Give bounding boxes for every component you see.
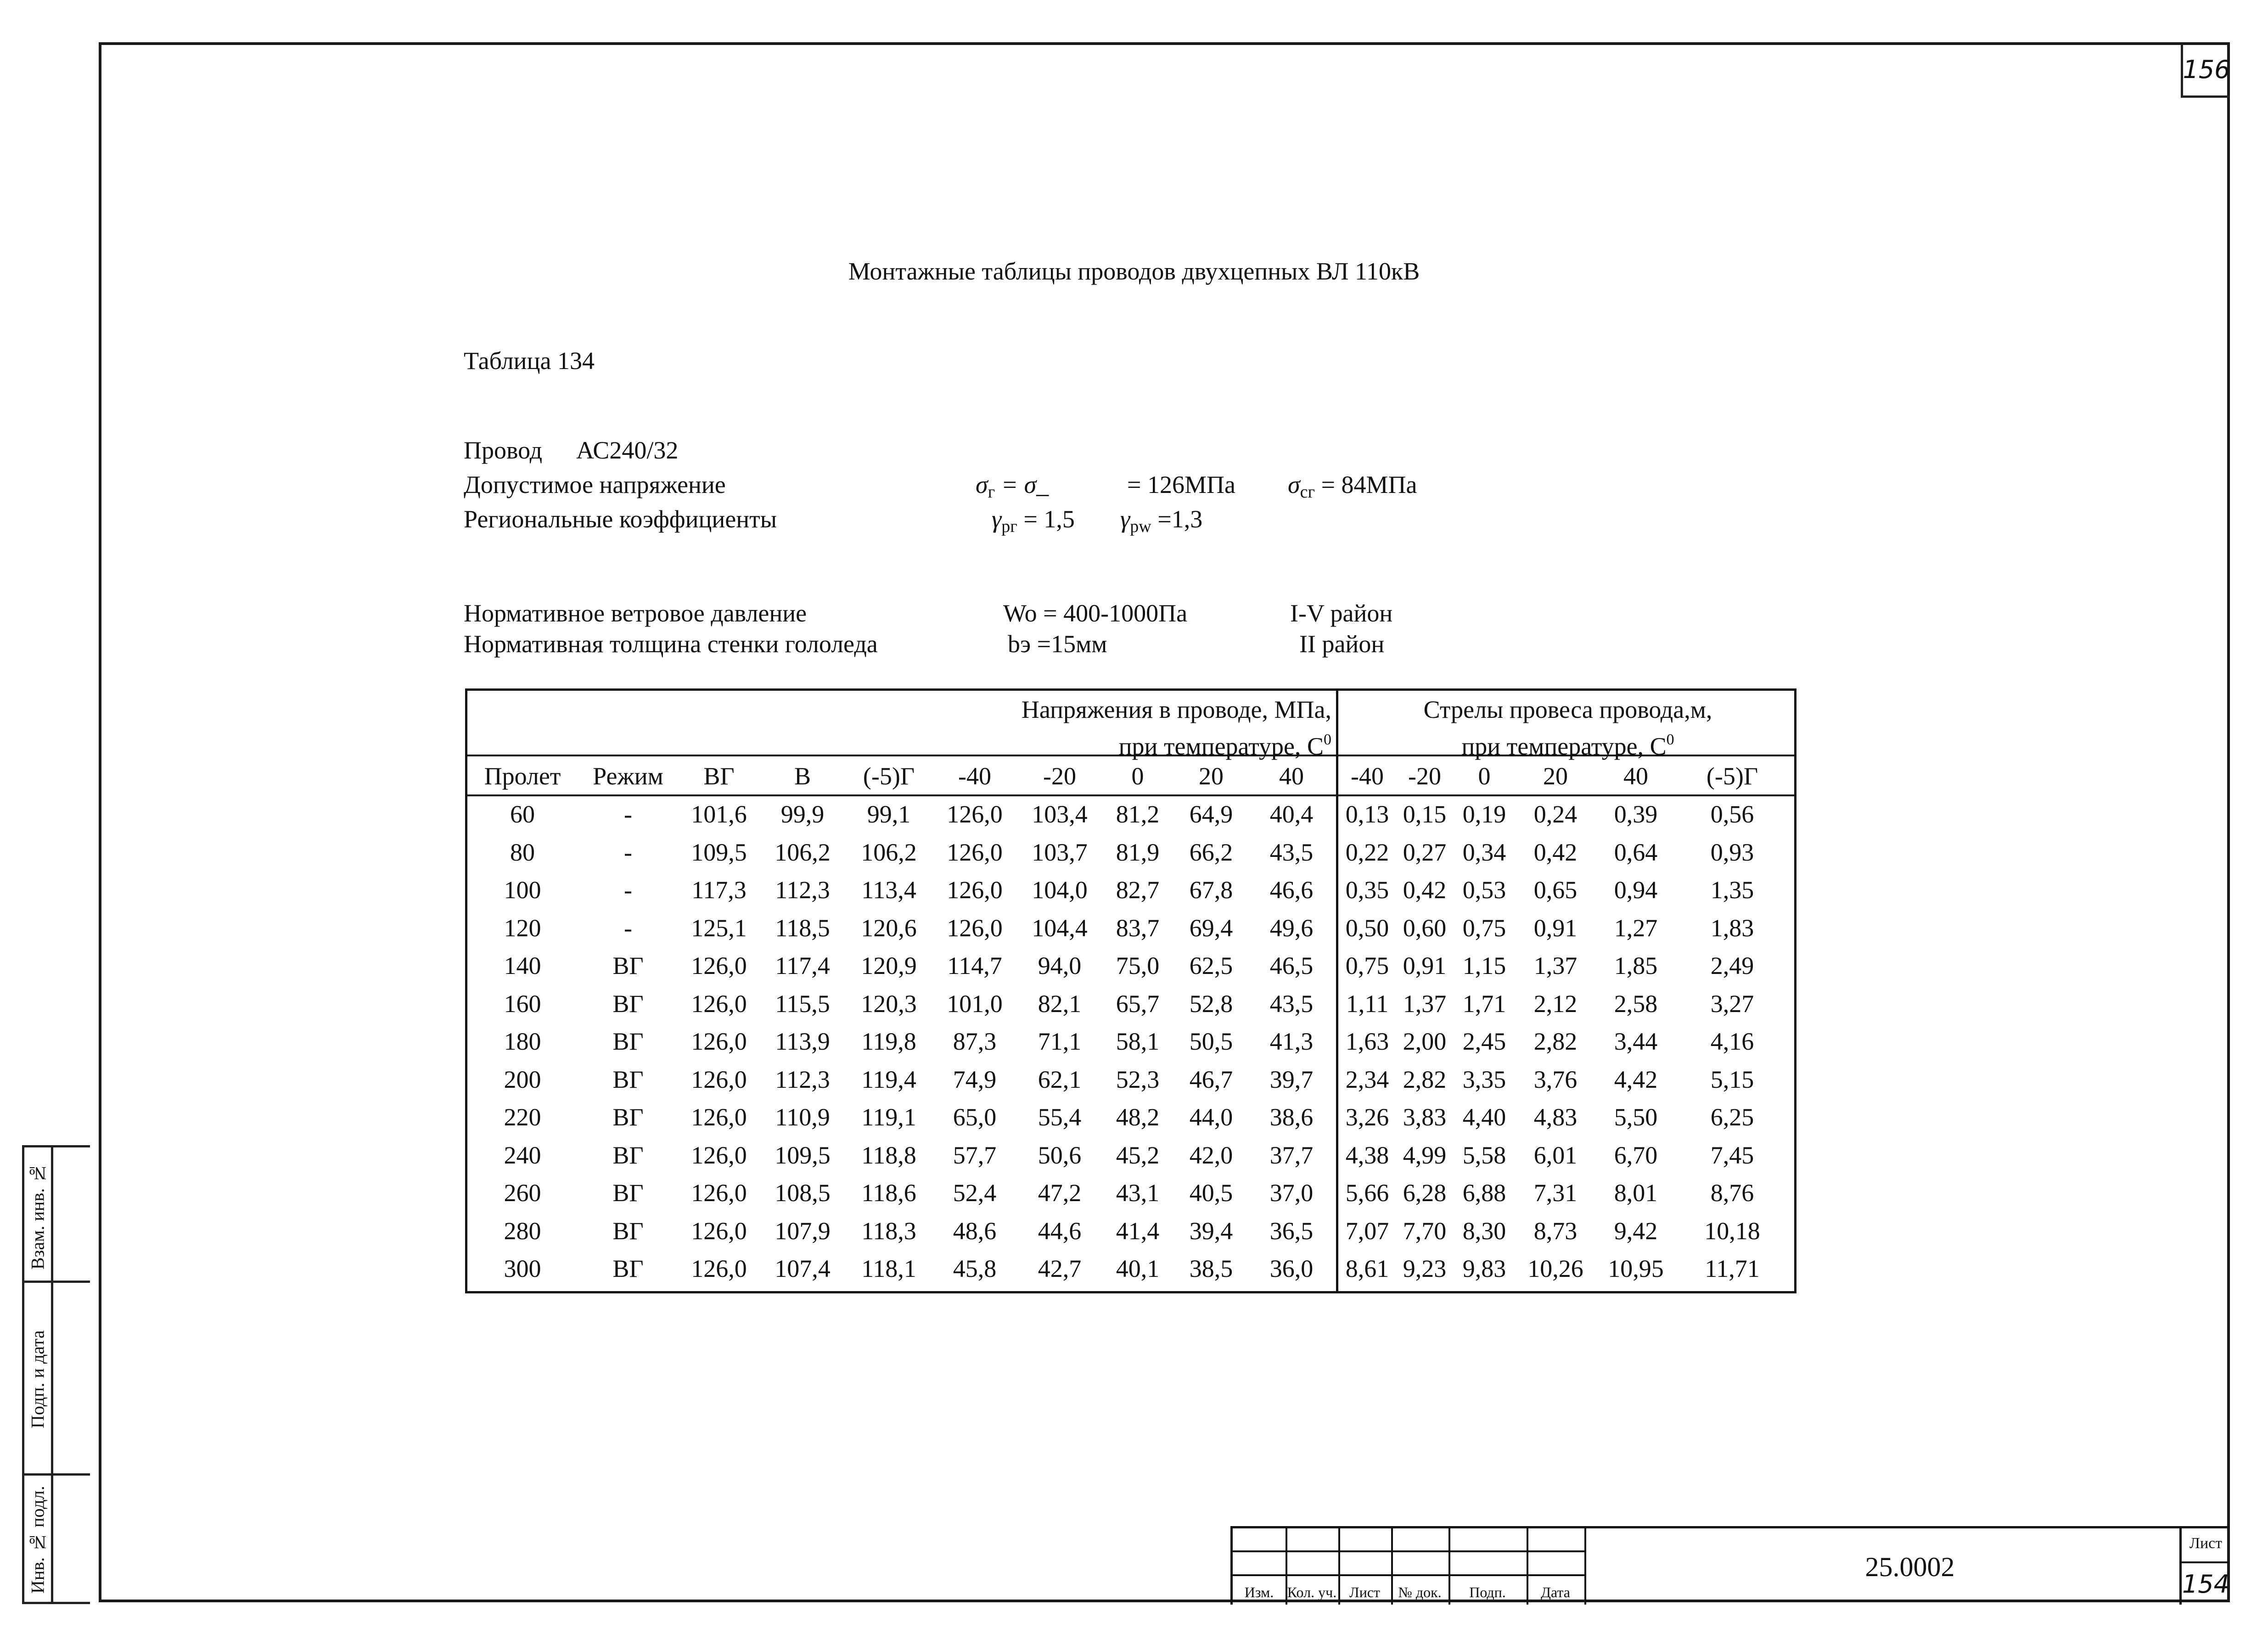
table-cell: 52,3: [1116, 1065, 1160, 1093]
table-cell: 2,82: [1403, 1065, 1447, 1093]
table-cell: 62,1: [1038, 1065, 1082, 1093]
table-cell: 2,45: [1462, 1028, 1506, 1055]
table-cell: 39,4: [1189, 1217, 1233, 1245]
table-cell: 41,4: [1116, 1217, 1160, 1245]
column-header-9: 40: [1279, 762, 1304, 790]
table-cell: 5,58: [1462, 1141, 1506, 1169]
sag-group-header: Стрелы провеса провода,м, при температуре, $С^0$: [1423, 696, 1712, 760]
table-cell: 220: [504, 1103, 541, 1131]
table-cell: 125,1: [691, 914, 747, 942]
wind-label: Нормативное ветровое давление: [464, 599, 807, 627]
tb-label-sign: Подп.: [1469, 1584, 1506, 1600]
table-cell: 120,3: [861, 990, 917, 1018]
table-cell: 81,2: [1116, 800, 1160, 828]
column-header-11: -20: [1408, 762, 1441, 790]
sheet-label: Лист: [2189, 1535, 2223, 1552]
tb-label-izm: Изм.: [1244, 1584, 1274, 1600]
table-cell: 0,93: [1710, 838, 1754, 866]
table-cell: 6,88: [1462, 1179, 1506, 1207]
table-cell: 52,8: [1189, 990, 1233, 1018]
table-cell: 83,7: [1116, 914, 1160, 942]
table-cell: 0,35: [1345, 876, 1389, 904]
column-header-3: В: [794, 762, 811, 790]
table-row: [467, 876, 1794, 913]
wind-region: I-V район: [1290, 599, 1393, 627]
table-cell: ВГ: [612, 1028, 644, 1055]
table-cell: 43,1: [1116, 1179, 1160, 1207]
table-cell: 82,1: [1038, 990, 1082, 1018]
ice-label: Нормативная толщина стенки гололеда: [464, 630, 878, 658]
table-cell: 6,25: [1710, 1103, 1754, 1131]
table-cell: 41,3: [1269, 1028, 1314, 1055]
table-cell: 0,60: [1403, 914, 1447, 942]
table-cell: 240: [504, 1141, 541, 1169]
table-cell: 0,39: [1614, 800, 1658, 828]
table-cell: 6,28: [1403, 1179, 1447, 1207]
table-cell: 9,23: [1403, 1255, 1447, 1282]
table-cell: 118,5: [775, 914, 830, 942]
table-cell: 6,70: [1614, 1141, 1658, 1169]
table-row: [467, 990, 1794, 1027]
table-cell: 7,70: [1403, 1217, 1447, 1245]
table-cell: 126,0: [691, 1179, 747, 1207]
table-cell: 0,75: [1345, 952, 1389, 979]
table-cell: 180: [504, 1028, 541, 1055]
table-cell: 0,91: [1533, 914, 1577, 942]
column-header-14: 40: [1623, 762, 1648, 790]
table-cell: 0,91: [1403, 952, 1447, 979]
table-cell: 8,01: [1614, 1179, 1658, 1207]
table-cell: 120: [504, 914, 541, 942]
table-cell: 140: [504, 952, 541, 979]
table-cell: 126,0: [691, 1217, 747, 1245]
strip-label-replace: Взам. инв. №: [27, 1163, 48, 1270]
page-title: Монтажные таблицы проводов двухцепных ВЛ 110кВ: [848, 257, 1420, 285]
table-cell: 38,5: [1189, 1255, 1233, 1282]
table-cell: 112,3: [775, 1065, 830, 1093]
table-row: [467, 1141, 1794, 1179]
sigma-g-formula: $\sigma_г$ = σ_: [976, 471, 1049, 502]
tb-label-kol: Кол. уч.: [1287, 1584, 1337, 1600]
table-cell: 1,35: [1710, 876, 1754, 904]
table-cell: 126,0: [691, 990, 747, 1018]
table-cell: 2,12: [1533, 990, 1577, 1018]
ice-value: bэ =15мм: [1008, 630, 1107, 658]
table-cell: 2,82: [1533, 1028, 1577, 1055]
table-cell: 43,5: [1269, 990, 1314, 1018]
table-row: [467, 1179, 1794, 1216]
table-cell: 36,0: [1269, 1255, 1314, 1282]
table-cell: 115,5: [775, 990, 830, 1018]
table-cell: 119,1: [861, 1103, 916, 1131]
table-cell: 120,6: [861, 914, 917, 942]
table-cell: 126,0: [947, 838, 1003, 866]
table-cell: 118,3: [861, 1217, 916, 1245]
table-cell: 44,6: [1038, 1217, 1082, 1245]
sigma-cr-formula: $\sigma_{сг} = 84МПа$: [1288, 471, 1417, 502]
column-header-4: (-5)Г: [863, 762, 915, 790]
table-cell: ВГ: [612, 1255, 644, 1282]
wire-value: АС240/32: [576, 436, 679, 464]
table-cell: 101,6: [691, 800, 747, 828]
table-row: [467, 1254, 1794, 1292]
column-header-6: -20: [1043, 762, 1076, 790]
table-cell: 0,34: [1462, 838, 1506, 866]
column-header-8: 20: [1199, 762, 1224, 790]
table-number: Таблица 134: [464, 347, 595, 375]
table-cell: 8,30: [1462, 1217, 1506, 1245]
table-cell: 62,5: [1189, 952, 1233, 979]
table-cell: 43,5: [1269, 838, 1314, 866]
table-cell: 10,95: [1608, 1255, 1664, 1282]
table-cell: 126,0: [691, 1255, 747, 1282]
table-cell: 11,71: [1705, 1255, 1760, 1282]
table-cell: 113,9: [775, 1028, 830, 1055]
table-cell: 75,0: [1116, 952, 1160, 979]
table-cell: 300: [504, 1255, 541, 1282]
table-cell: 112,3: [775, 876, 830, 904]
table-cell: 64,9: [1189, 800, 1233, 828]
table-cell: 2,49: [1710, 952, 1754, 979]
table-cell: 126,0: [947, 876, 1003, 904]
table-cell: 104,4: [1032, 914, 1088, 942]
table-cell: 117,4: [775, 952, 830, 979]
table-cell: 55,4: [1038, 1103, 1082, 1131]
table-cell: 39,7: [1269, 1065, 1314, 1093]
table-cell: ВГ: [612, 1179, 644, 1207]
table-row: [467, 914, 1794, 951]
table-cell: 74,9: [953, 1065, 997, 1093]
table-cell: 10,18: [1704, 1217, 1760, 1245]
table-cell: 46,5: [1269, 952, 1314, 979]
column-header-15: (-5)Г: [1706, 762, 1758, 790]
table-cell: 119,8: [861, 1028, 916, 1055]
table-cell: 47,2: [1038, 1179, 1082, 1207]
table-cell: 3,35: [1462, 1065, 1506, 1093]
table-cell: -: [624, 914, 632, 942]
table-cell: 106,2: [775, 838, 831, 866]
table-cell: 110,9: [775, 1103, 830, 1131]
table-cell: ВГ: [612, 1141, 644, 1169]
table-cell: ВГ: [612, 1217, 644, 1245]
table-cell: 118,6: [861, 1179, 916, 1207]
column-header-7: 0: [1131, 762, 1144, 790]
table-row: [467, 838, 1794, 876]
table-cell: 100: [504, 876, 541, 904]
column-header-10: -40: [1351, 762, 1384, 790]
regional-coef-label: Региональные коэффициенты: [464, 505, 777, 533]
table-cell: 42,0: [1189, 1141, 1233, 1169]
strip-box-sign: [22, 1283, 90, 1476]
table-cell: 10,26: [1527, 1255, 1583, 1282]
table-cell: 126,0: [691, 952, 747, 979]
table-cell: 3,44: [1614, 1028, 1658, 1055]
table-cell: 126,0: [691, 1028, 747, 1055]
strip-label-sign: Подп. и дата: [27, 1330, 48, 1428]
table-cell: -: [624, 800, 632, 828]
table-cell: 4,38: [1345, 1141, 1389, 1169]
table-cell: 0,75: [1462, 914, 1506, 942]
table-cell: 126,0: [947, 914, 1003, 942]
table-cell: 118,8: [861, 1141, 916, 1169]
table-cell: 7,31: [1533, 1179, 1577, 1207]
table-cell: 45,8: [953, 1255, 997, 1282]
table-cell: 117,3: [691, 876, 747, 904]
table-cell: 50,6: [1038, 1141, 1082, 1169]
column-header-5: -40: [958, 762, 991, 790]
table-cell: 40,1: [1116, 1255, 1160, 1282]
sheet-number: 154: [2182, 1570, 2230, 1599]
tb-label-doc: № док.: [1398, 1584, 1442, 1600]
table-cell: 87,3: [953, 1028, 997, 1055]
table-cell: -: [624, 876, 632, 904]
table-cell: 109,5: [691, 838, 747, 866]
table-cell: 58,1: [1116, 1028, 1160, 1055]
table-cell: 1,63: [1345, 1028, 1389, 1055]
table-cell: 3,26: [1345, 1103, 1389, 1131]
table-cell: 7,45: [1710, 1141, 1754, 1169]
gamma-pw-formula: $\gamma_{pw} =1,3$: [1120, 505, 1203, 536]
table-cell: 106,2: [861, 838, 917, 866]
table-cell: 94,0: [1038, 952, 1082, 979]
table-row: [467, 1217, 1794, 1254]
table-cell: 0,24: [1533, 800, 1577, 828]
table-cell: 103,7: [1032, 838, 1088, 866]
table-cell: 3,27: [1710, 990, 1754, 1018]
table-cell: 0,27: [1403, 838, 1447, 866]
column-header-2: ВГ: [703, 762, 735, 790]
table-cell: 1,11: [1346, 990, 1389, 1018]
column-header-1: Режим: [593, 762, 663, 790]
table-cell: 99,1: [867, 800, 911, 828]
table-cell: 65,0: [953, 1103, 997, 1131]
table-cell: 4,40: [1462, 1103, 1506, 1131]
table-cell: 40,5: [1189, 1179, 1233, 1207]
table-cell: 4,42: [1614, 1065, 1658, 1093]
side-stamp-strip: [22, 1145, 90, 1604]
table-cell: 40,4: [1269, 800, 1314, 828]
table-cell: 0,15: [1403, 800, 1447, 828]
table-cell: 37,0: [1269, 1179, 1314, 1207]
table-cell: 4,99: [1403, 1141, 1447, 1169]
column-header-12: 0: [1478, 762, 1491, 790]
table-cell: ВГ: [612, 952, 644, 979]
table-cell: 0,19: [1462, 800, 1506, 828]
column-header-0: Пролет: [484, 762, 561, 790]
table-cell: 66,2: [1189, 838, 1233, 866]
table-cell: 1,83: [1710, 914, 1754, 942]
table-cell: 36,5: [1269, 1217, 1314, 1245]
table-cell: 114,7: [947, 952, 1002, 979]
table-cell: 107,4: [775, 1255, 831, 1282]
table-cell: 38,6: [1269, 1103, 1314, 1131]
table-row: [467, 1027, 1794, 1065]
table-cell: 280: [504, 1217, 541, 1245]
table-cell: 7,07: [1345, 1217, 1389, 1245]
table-cell: 82,7: [1116, 876, 1160, 904]
table-cell: 5,66: [1345, 1179, 1389, 1207]
table-cell: 1,27: [1614, 914, 1658, 942]
table-cell: 5,50: [1614, 1103, 1658, 1131]
table-cell: 6,01: [1533, 1141, 1577, 1169]
table-cell: 4,16: [1710, 1028, 1754, 1055]
table-cell: 81,9: [1116, 838, 1160, 866]
table-cell: 42,7: [1038, 1255, 1082, 1282]
title-block: [1230, 1526, 2230, 1602]
stress-group-header: Напряжения в проводе, МПа, при температуре, $С^0$: [1021, 696, 1331, 760]
table-cell: 120,9: [861, 952, 917, 979]
table-cell: -: [624, 838, 632, 866]
table-row: [467, 1065, 1794, 1103]
tb-label-date: Дата: [1541, 1584, 1570, 1600]
table-cell: 109,5: [775, 1141, 831, 1169]
table-cell: 60: [510, 800, 535, 828]
table-row: [467, 800, 1794, 838]
wire-label: Провод: [464, 436, 543, 464]
table-cell: 50,5: [1189, 1028, 1233, 1055]
table-cell: 0,50: [1345, 914, 1389, 942]
table-cell: 5,15: [1710, 1065, 1754, 1093]
table-cell: 118,1: [861, 1255, 916, 1282]
table-cell: 57,7: [953, 1141, 997, 1169]
table-cell: 49,6: [1269, 914, 1314, 942]
strip-box-inventory: [22, 1476, 90, 1604]
table-cell: 3,76: [1533, 1065, 1577, 1093]
table-group-header: [467, 691, 1794, 760]
table-cell: 65,7: [1116, 990, 1160, 1018]
table-cell: 2,58: [1614, 990, 1658, 1018]
table-cell: 104,0: [1032, 876, 1088, 904]
table-column-header: [467, 756, 1794, 796]
table-cell: 0,13: [1345, 800, 1389, 828]
table-cell: 1,71: [1462, 990, 1506, 1018]
table-cell: 0,64: [1614, 838, 1658, 866]
table-cell: 48,6: [953, 1217, 997, 1245]
strip-box-replace: [22, 1145, 90, 1283]
table-cell: 200: [504, 1065, 541, 1093]
table-cell: 1,15: [1462, 952, 1506, 979]
wind-value: Wo = 400-1000Па: [1003, 599, 1188, 627]
table-cell: 108,5: [775, 1179, 831, 1207]
table-cell: 2,00: [1403, 1028, 1447, 1055]
table-cell: 0,22: [1345, 838, 1389, 866]
table-cell: 67,8: [1189, 876, 1233, 904]
table-cell: 46,7: [1189, 1065, 1233, 1093]
tb-label-list: Лист: [1349, 1584, 1380, 1600]
revision-grid: [1230, 1528, 1584, 1605]
table-cell: 126,0: [691, 1065, 747, 1093]
table-cell: 2,34: [1345, 1065, 1389, 1093]
table-cell: 0,65: [1533, 876, 1577, 904]
table-cell: 107,9: [775, 1217, 831, 1245]
table-cell: 45,2: [1116, 1141, 1160, 1169]
table-cell: 1,37: [1403, 990, 1447, 1018]
ice-region: II район: [1299, 630, 1385, 658]
table-cell: 160: [504, 990, 541, 1018]
table-cell: 8,76: [1710, 1179, 1754, 1207]
table-cell: 260: [504, 1179, 541, 1207]
column-header-13: 20: [1543, 762, 1568, 790]
sigma-value: = 126МПа: [1127, 471, 1235, 498]
table-cell: 101,0: [947, 990, 1003, 1018]
table-cell: 69,4: [1189, 914, 1233, 942]
table-cell: 126,0: [947, 800, 1003, 828]
table-cell: 0,42: [1533, 838, 1577, 866]
table-cell: 99,9: [780, 800, 825, 828]
table-cell: 1,37: [1533, 952, 1577, 979]
table-cell: 126,0: [691, 1103, 747, 1131]
table-cell: ВГ: [612, 1065, 644, 1093]
table-cell: 103,4: [1032, 800, 1088, 828]
table-cell: 80: [510, 838, 535, 866]
table-cell: 48,2: [1116, 1103, 1160, 1131]
table-cell: 0,42: [1403, 876, 1447, 904]
table-row: [467, 951, 1794, 989]
table-cell: 113,4: [861, 876, 916, 904]
sheet-box: [2179, 1528, 2230, 1605]
table-cell: 9,42: [1614, 1217, 1658, 1245]
table-cell: 0,53: [1462, 876, 1506, 904]
table-cell: 119,4: [861, 1065, 916, 1093]
table-cell: 3,83: [1403, 1103, 1447, 1131]
table-cell: 8,61: [1345, 1255, 1389, 1282]
table-cell: ВГ: [612, 990, 644, 1018]
table-cell: 0,56: [1710, 800, 1754, 828]
corner-page-number: 156: [2181, 44, 2230, 98]
table-cell: 9,83: [1462, 1255, 1506, 1282]
strip-label-inventory: Инв. № подл.: [27, 1486, 48, 1594]
table-cell: 46,6: [1269, 876, 1314, 904]
table-cell: 37,7: [1269, 1141, 1314, 1169]
table-cell: 52,4: [953, 1179, 997, 1207]
document-code: 25.0002: [1865, 1552, 1955, 1582]
allowed-stress-label: Допустимое напряжение: [464, 471, 726, 498]
table-cell: 0,94: [1614, 876, 1658, 904]
table-row: [467, 1103, 1794, 1141]
gamma-rg-formula: $\gamma_{рг} = 1,5$: [992, 505, 1075, 536]
montage-table: [465, 688, 1796, 1293]
table-cell: 8,73: [1533, 1217, 1577, 1245]
table-cell: 4,83: [1533, 1103, 1577, 1131]
table-cell: 44,0: [1189, 1103, 1233, 1131]
table-cell: ВГ: [612, 1103, 644, 1131]
table-cell: 126,0: [691, 1141, 747, 1169]
table-cell: 71,1: [1038, 1028, 1082, 1055]
table-cell: 1,85: [1614, 952, 1658, 979]
